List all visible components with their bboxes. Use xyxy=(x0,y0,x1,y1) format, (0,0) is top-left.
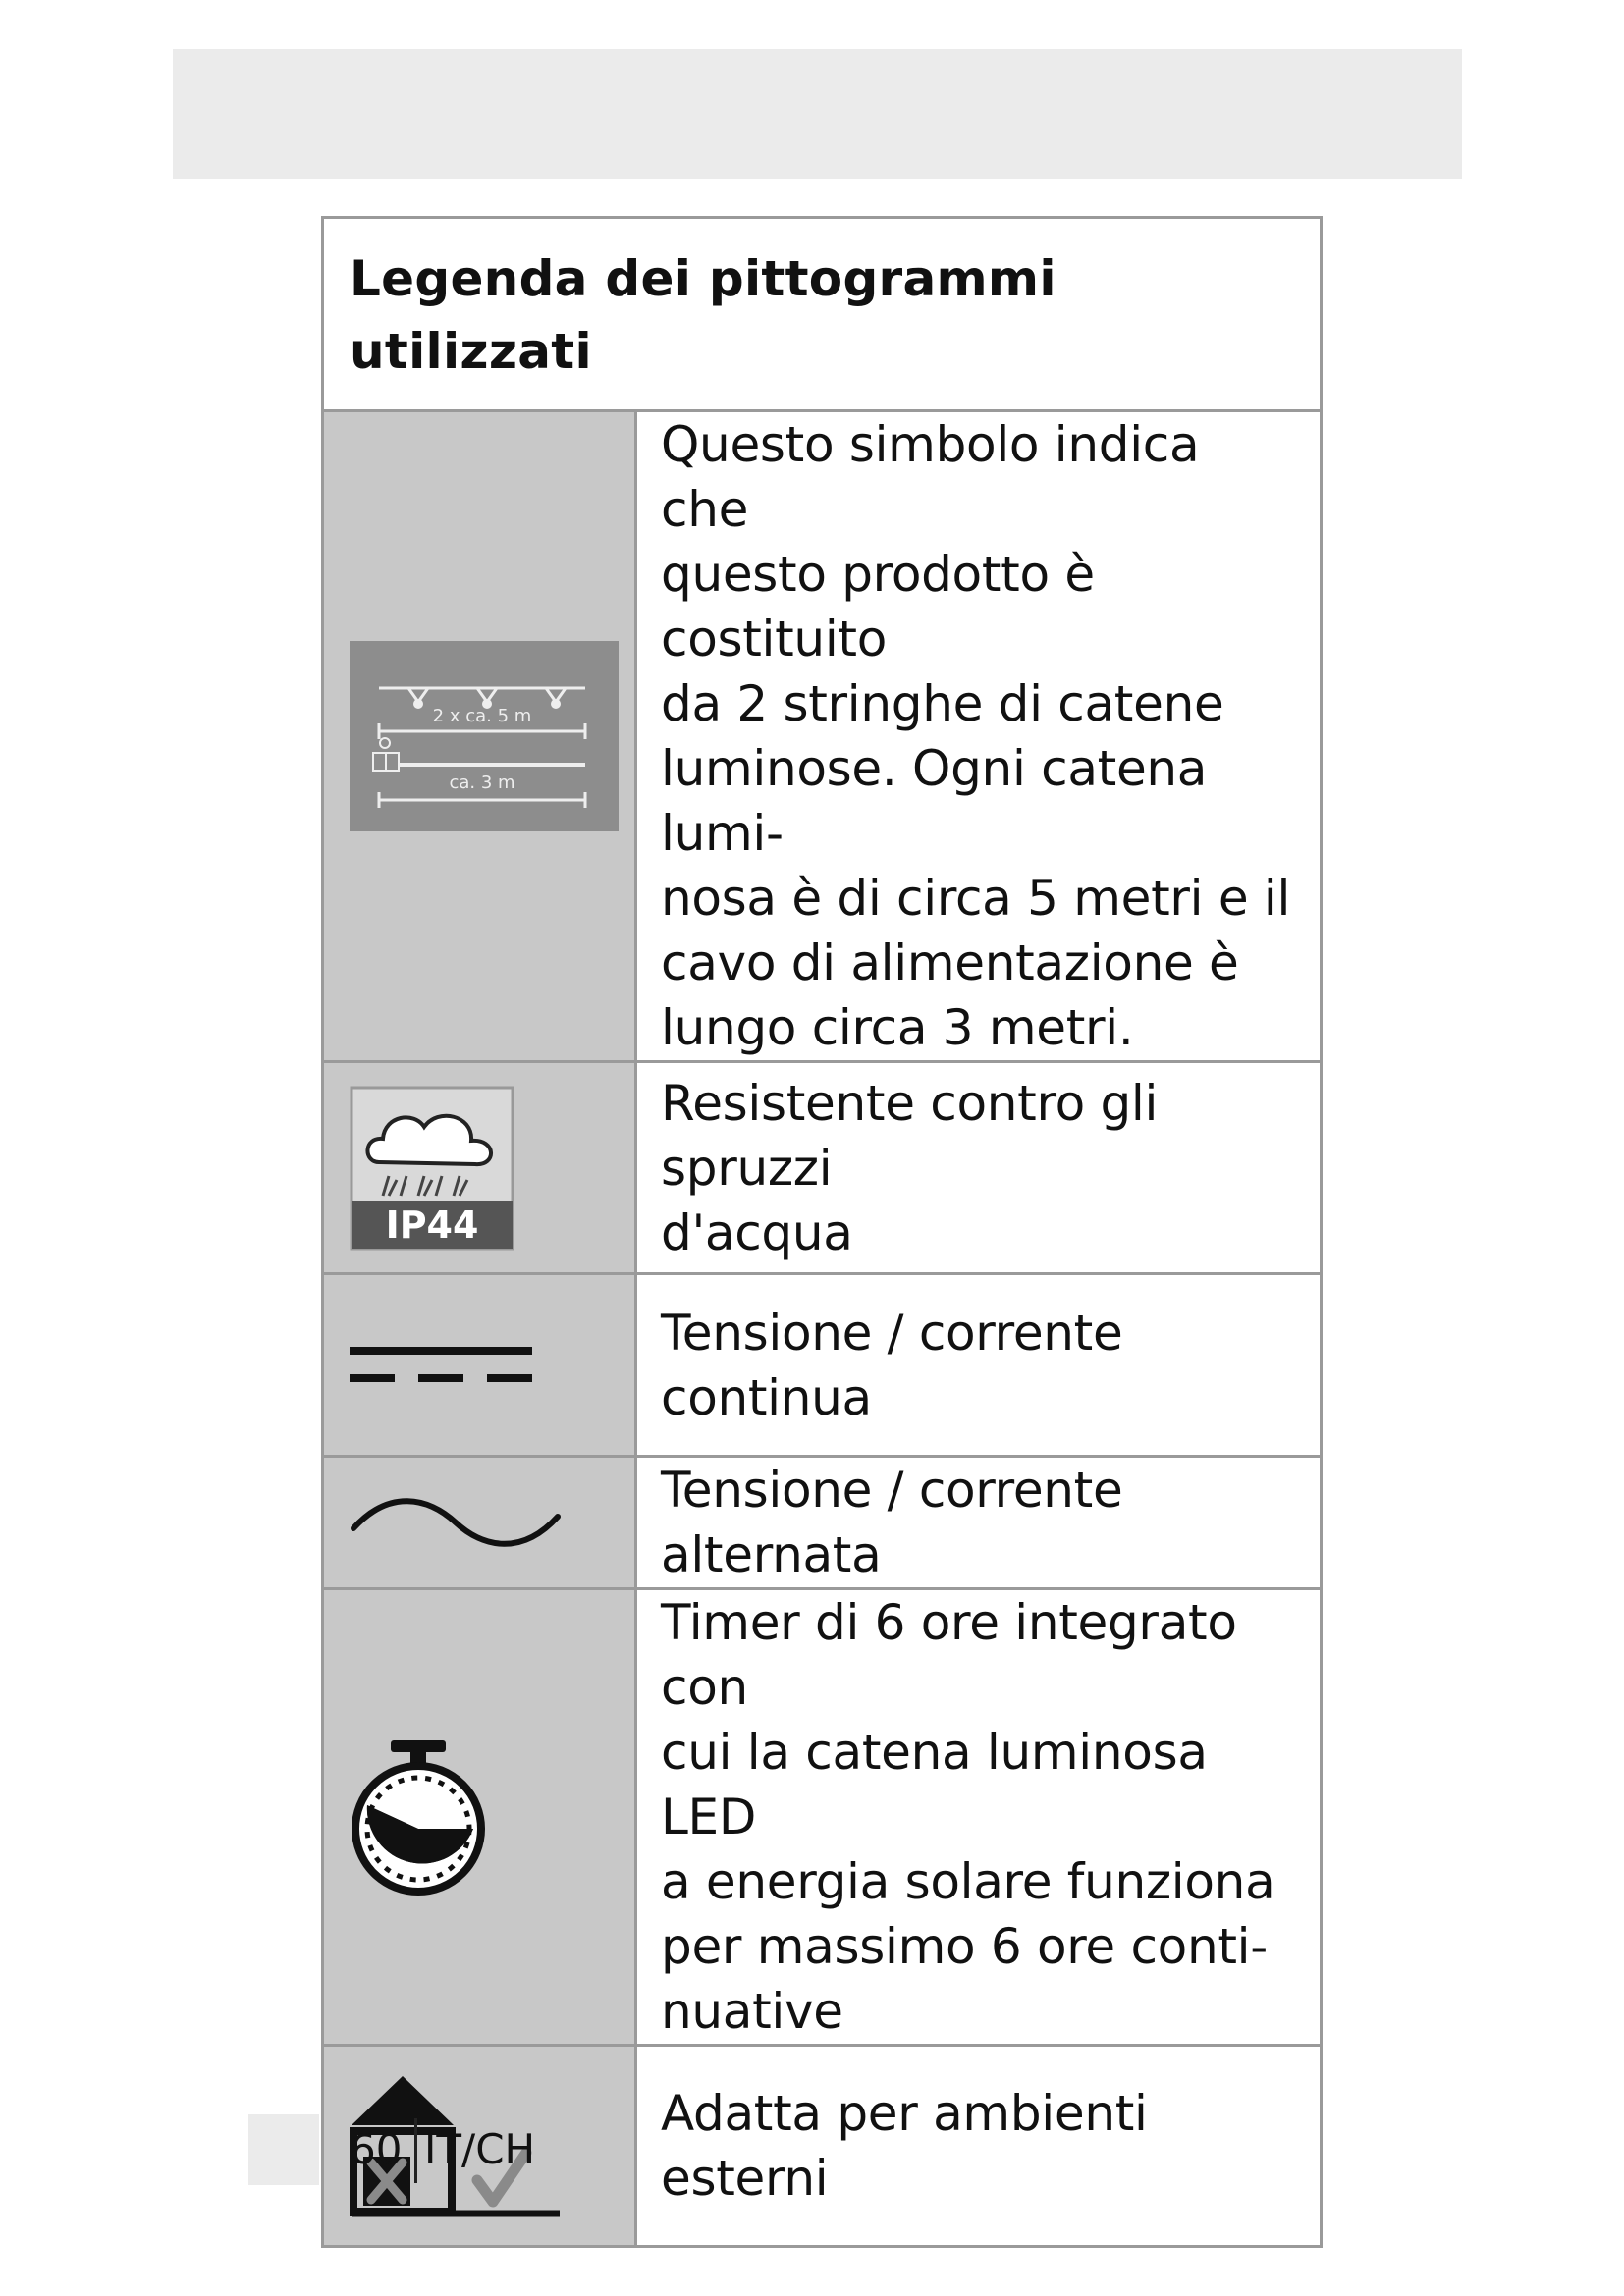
light-chain-dimensions-icon xyxy=(350,641,619,831)
page-number: 60 xyxy=(350,2125,403,2173)
legend-description xyxy=(636,411,1322,1062)
description-line: per massimo 6 ore conti- xyxy=(661,1918,1268,1975)
legend-description xyxy=(636,1589,1322,2046)
description-line: a energia solare funziona xyxy=(661,1853,1275,1910)
legend-icon-cell xyxy=(323,1062,636,1274)
legend-title-row xyxy=(323,218,1322,411)
legend-title-line-2: utilizzati xyxy=(350,323,592,380)
direct-current-icon xyxy=(350,1341,536,1390)
description-line: d'acqua xyxy=(661,1203,853,1261)
description-line: lungo circa 3 metri. xyxy=(661,999,1134,1056)
legend-row xyxy=(323,1589,1322,2046)
legend-description xyxy=(636,1274,1322,1457)
icon-label-bottom: ca. 3 m xyxy=(449,773,515,793)
footer-separator xyxy=(414,2118,417,2183)
description-line: Adatta per ambienti esterni xyxy=(661,2085,1148,2207)
legend-icon-cell xyxy=(323,1274,636,1457)
legend-description xyxy=(636,1062,1322,1274)
legend-title-line-1: Legenda dei pittogrammi xyxy=(350,250,1056,307)
description-line: Tensione / corrente alternata xyxy=(661,1462,1123,1583)
legend-description xyxy=(636,1457,1322,1589)
description-line: Tensione / corrente continua xyxy=(661,1304,1123,1426)
description-line: cui la catena luminosa LED xyxy=(661,1724,1208,1845)
legend-description xyxy=(636,2046,1322,2247)
legend-icon-cell xyxy=(323,411,636,1062)
legend-icon-cell xyxy=(323,1457,636,1589)
description-line: da 2 stringhe di catene xyxy=(661,675,1224,732)
description-line: Questo simbolo indica che xyxy=(661,416,1200,538)
description-line: Timer di 6 ore integrato con xyxy=(661,1594,1237,1716)
pictogram-legend-table xyxy=(321,216,1323,2248)
alternating-current-icon xyxy=(350,1493,562,1552)
description-line: nosa è di circa 5 metri e il xyxy=(661,870,1291,927)
legend-row xyxy=(323,1274,1322,1457)
legend-row xyxy=(323,1457,1322,1589)
legend-row xyxy=(323,411,1322,1062)
icon-label-top: 2 x ca. 5 m xyxy=(432,706,532,726)
description-line: nuative xyxy=(661,1983,843,2040)
timer-icon xyxy=(350,1738,487,1896)
header-bar xyxy=(173,49,1462,179)
description-line: Resistente contro gli spruzzi xyxy=(661,1074,1159,1197)
ip44-splash-icon xyxy=(350,1086,514,1251)
legend-title xyxy=(323,218,1322,411)
description-line: luminose. Ogni catena lumi- xyxy=(661,740,1208,862)
description-line: questo prodotto è costituito xyxy=(661,546,1095,667)
page-locale: IT/CH xyxy=(424,2125,536,2173)
footer-marker xyxy=(248,2114,319,2185)
legend-row xyxy=(323,1062,1322,1274)
ip44-label: IP44 xyxy=(385,1202,479,1247)
description-line: cavo di alimentazione è xyxy=(661,934,1239,991)
legend-icon-cell xyxy=(323,1589,636,2046)
